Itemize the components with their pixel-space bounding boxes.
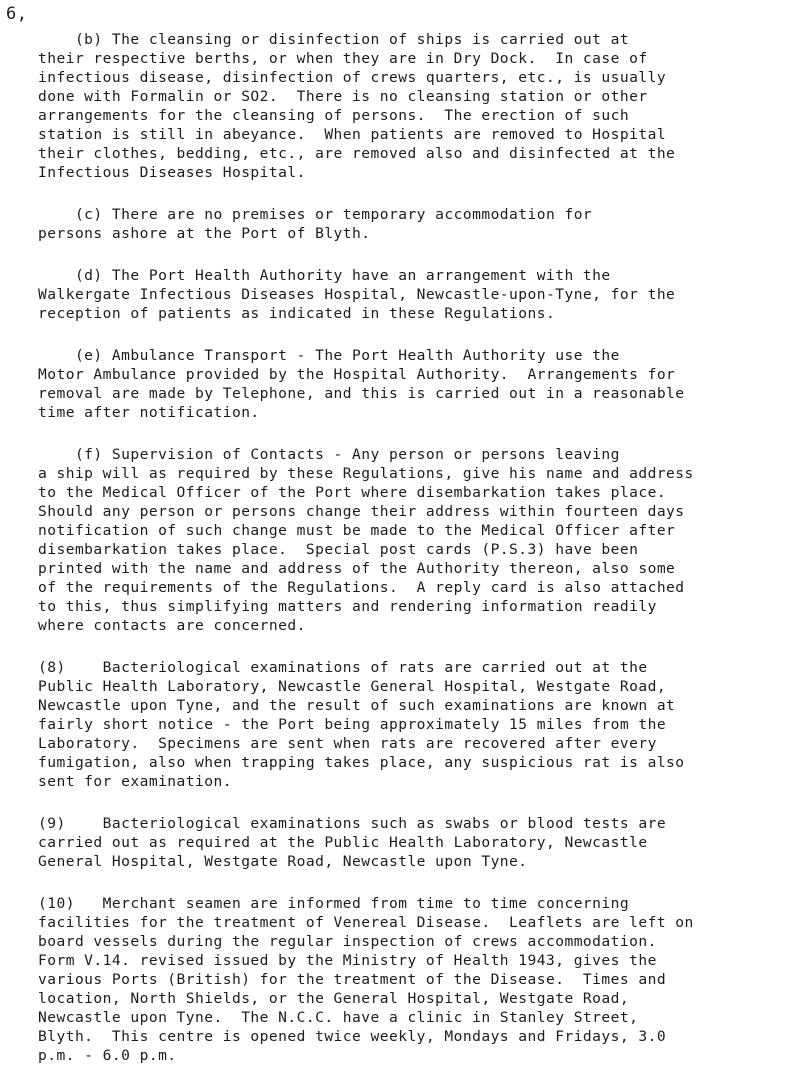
text-line: (10) Merchant seamen are informed from time to time concerning	[38, 895, 630, 912]
text-line: Should any person or persons change their address within fourteen days	[38, 503, 685, 520]
paragraph-d	[38, 266, 800, 323]
text-line: time after notification.	[38, 404, 260, 421]
text-line: Laboratory. Specimens are sent when rats are recovered after every	[38, 735, 657, 752]
text-line: Motor Ambulance provided by the Hospital Authority. Arrangements for	[38, 366, 676, 383]
text-line: carried out as required at the Public Health Laboratory, Newcastle	[38, 834, 648, 851]
text-line: to this, thus simplifying matters and rendering information readily	[38, 598, 657, 615]
text-line: printed with the name and address of the Authority thereon, also some	[38, 560, 676, 577]
text-line: reception of patients as indicated in these Regulations.	[38, 305, 556, 322]
text-line: a ship will as required by these Regulations, give his name and address	[38, 465, 694, 482]
document-body	[38, 30, 800, 1065]
text-line: (c) There are no premises or temporary accommodation for	[38, 206, 593, 223]
page-number: 6,	[6, 4, 28, 24]
text-line: notification of such change must be made to the Medical Officer after	[38, 522, 676, 539]
paragraph-c	[38, 205, 800, 243]
text-line: facilities for the treatment of Venereal Disease. Leaflets are left on	[38, 914, 694, 931]
text-line: disembarkation takes place. Special post cards (P.S.3) have been	[38, 541, 639, 558]
text-line: Walkergate Infectious Diseases Hospital, Newcastle-upon-Tyne, for the	[38, 286, 676, 303]
text-line: Newcastle upon Tyne, and the result of such examinations are known at	[38, 697, 676, 714]
text-line: p.m. - 6.0 p.m.	[38, 1047, 177, 1064]
text-line: board vessels during the regular inspection of crews accommodation.	[38, 933, 657, 950]
paragraph-b	[38, 30, 800, 182]
text-line: their respective berths, or when they are in Dry Dock. In case of	[38, 50, 648, 67]
text-line: infectious disease, disinfection of crews quarters, etc., is usually	[38, 69, 667, 86]
text-line: removal are made by Telephone, and this is carried out in a reasonable	[38, 385, 685, 402]
text-line: to the Medical Officer of the Port where disembarkation takes place.	[38, 484, 667, 501]
text-line: (9) Bacteriological examinations such as swabs or blood tests are	[38, 815, 667, 832]
text-line: Infectious Diseases Hospital.	[38, 164, 306, 181]
paragraph-10	[38, 894, 800, 1065]
text-line: (8) Bacteriological examinations of rats are carried out at the	[38, 659, 648, 676]
text-line: (f) Supervision of Contacts - Any person or persons leaving	[38, 446, 620, 463]
text-line: fairly short notice - the Port being approximately 15 miles from the	[38, 716, 667, 733]
paragraph-e	[38, 346, 800, 422]
text-line: Form V.14. revised issued by the Ministry of Health 1943, gives the	[38, 952, 657, 969]
text-line: (d) The Port Health Authority have an arrangement with the	[38, 267, 611, 284]
text-line: station is still in abeyance. When patients are removed to Hospital	[38, 126, 667, 143]
text-line: location, North Shields, or the General Hospital, Westgate Road,	[38, 990, 630, 1007]
paragraph-f	[38, 445, 800, 635]
text-line: various Ports (British) for the treatment of the Disease. Times and	[38, 971, 667, 988]
text-line: their clothes, bedding, etc., are removed also and disinfected at the	[38, 145, 676, 162]
text-line: General Hospital, Westgate Road, Newcastle upon Tyne.	[38, 853, 528, 870]
text-line: sent for examination.	[38, 773, 232, 790]
paragraph-9	[38, 814, 800, 871]
text-line: where contacts are concerned.	[38, 617, 306, 634]
text-line: (b) The cleansing or disinfection of ships is carried out at	[38, 31, 630, 48]
text-line: fumigation, also when trapping takes place, any suspicious rat is also	[38, 754, 685, 771]
text-line: Public Health Laboratory, Newcastle General Hospital, Westgate Road,	[38, 678, 667, 695]
text-line: Newcastle upon Tyne. The N.C.C. have a clinic in Stanley Street,	[38, 1009, 639, 1026]
text-line: of the requirements of the Regulations. A reply card is also attached	[38, 579, 685, 596]
paragraph-8	[38, 658, 800, 791]
text-line: persons ashore at the Port of Blyth.	[38, 225, 371, 242]
text-line: Blyth. This centre is opened twice weekly, Mondays and Fridays, 3.0	[38, 1028, 667, 1045]
text-line: arrangements for the cleansing of persons. The erection of such	[38, 107, 630, 124]
text-line: (e) Ambulance Transport - The Port Health Authority use the	[38, 347, 620, 364]
text-line: done with Formalin or SO2. There is no cleansing station or other	[38, 88, 648, 105]
